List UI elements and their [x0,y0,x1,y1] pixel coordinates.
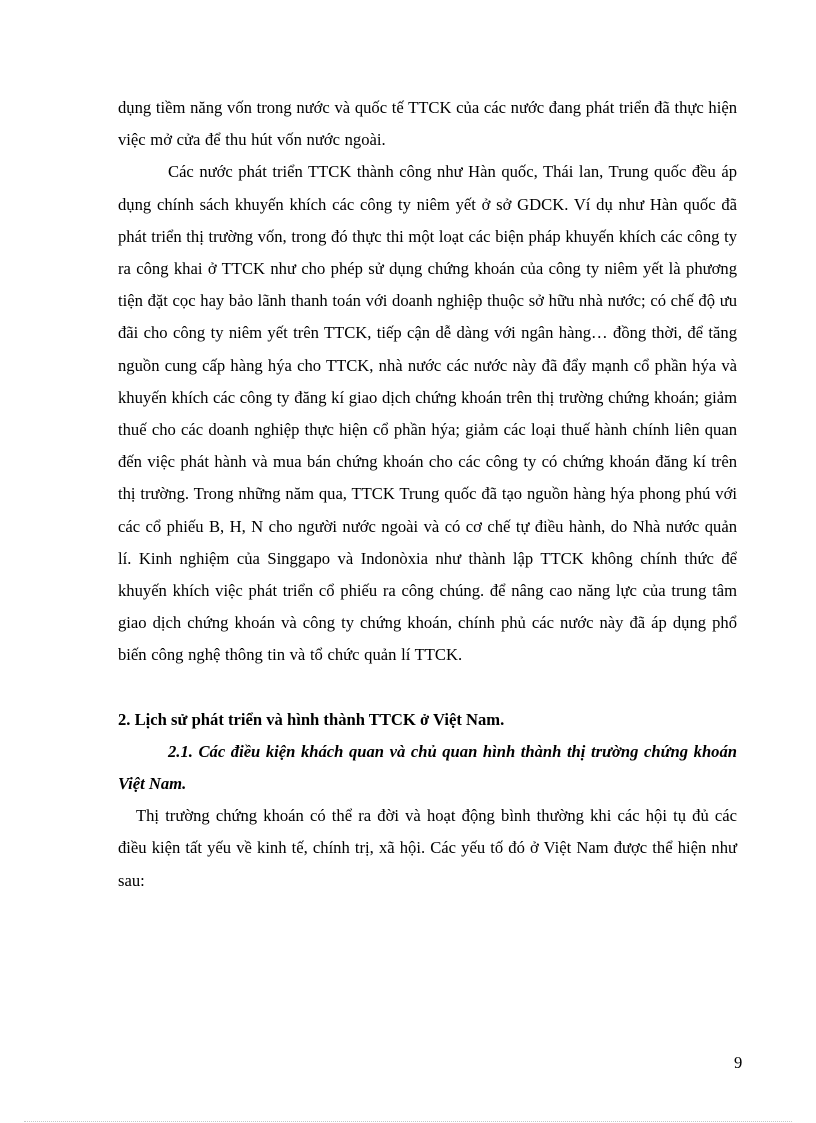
page-number: 9 [734,1053,743,1072]
section-heading-2: 2. Lịch sử phát triển và hình thành TTCK ở Việt Nam. [118,709,505,729]
document-page [118,92,737,897]
paragraph-developed-markets: Các nước phát triển TTCK thành công như Hàn quốc, Thái lan, Trung quốc đều áp dụng chính sách khuyến khích các công ty niêm yết ở sở GDCK. Ví dụ như Hàn quốc đã phát triển thị trường vốn, trong đó thực thi một loạt các biện pháp khuyến khích các công ty ra công khai ở TTCK như cho phép sử dụng chứng khoán của công ty niêm yết là phương tiện đặt cọc hay bảo lãnh thanh toán với doanh nghiệp thuộc sở hữu nhà nước; có chế độ ưu đãi cho công ty niêm yết trên TTCK, tiếp cận dễ dàng với ngân hàng… đồng thời, để tăng nguồn cung cấp hàng hýa cho TTCK, nhà nước các nước này đã đẩy mạnh cổ phần hýa và khuyến khích các công ty đăng kí giao dịch chứng khoán trên thị trường chứng khoán; giảm thuế cho các doanh nghiệp thực hiện cổ phần hýa; giảm các loại thuế hành chính liên quan đến việc phát hành và mua bán chứng khoán cho các công ty có chứng khoán đăng kí trên thị trường. Trong những năm qua, TTCK Trung quốc đã tạo nguồn hàng hýa phong phú với các cổ phiếu B, H, N cho người nước ngoài và có cơ chế tự điều hành, do Nhà nước quản lí. Kinh nghiệm của Singgapo và Indonòxia như thành lập TTCK không chính thức để khuyến khích việc phát triển cổ phiếu ra công chúng. để nâng cao năng lực của trung tâm giao dịch chứng khoán và công ty chứng khoán, chính phủ các nước này đã áp dụng phổ biến công nghệ thông tin và tổ chức quản lí TTCK. [118,162,737,665]
paragraph-conditions-intro: Thị trường chứng khoán có thể ra đời và hoạt động bình thường khi các hội tụ đủ các điều kiện tất yếu về kinh tế, chính trị, xã hội. Các yếu tố đó ở Việt Nam được thể hiện như sau: [118,806,737,890]
page-bottom-divider [24,1121,792,1122]
subsection-heading-2-1: 2.1. Các điều kiện khách quan và chủ quan hình thành thị trường chứng khoán Việt Nam. [118,741,737,794]
paragraph-continuation: dụng tiềm năng vốn trong nước và quốc tế TTCK của các nước đang phát triển đã thực hiện việc mở cửa để thu hút vốn nước ngoài. [118,98,737,150]
